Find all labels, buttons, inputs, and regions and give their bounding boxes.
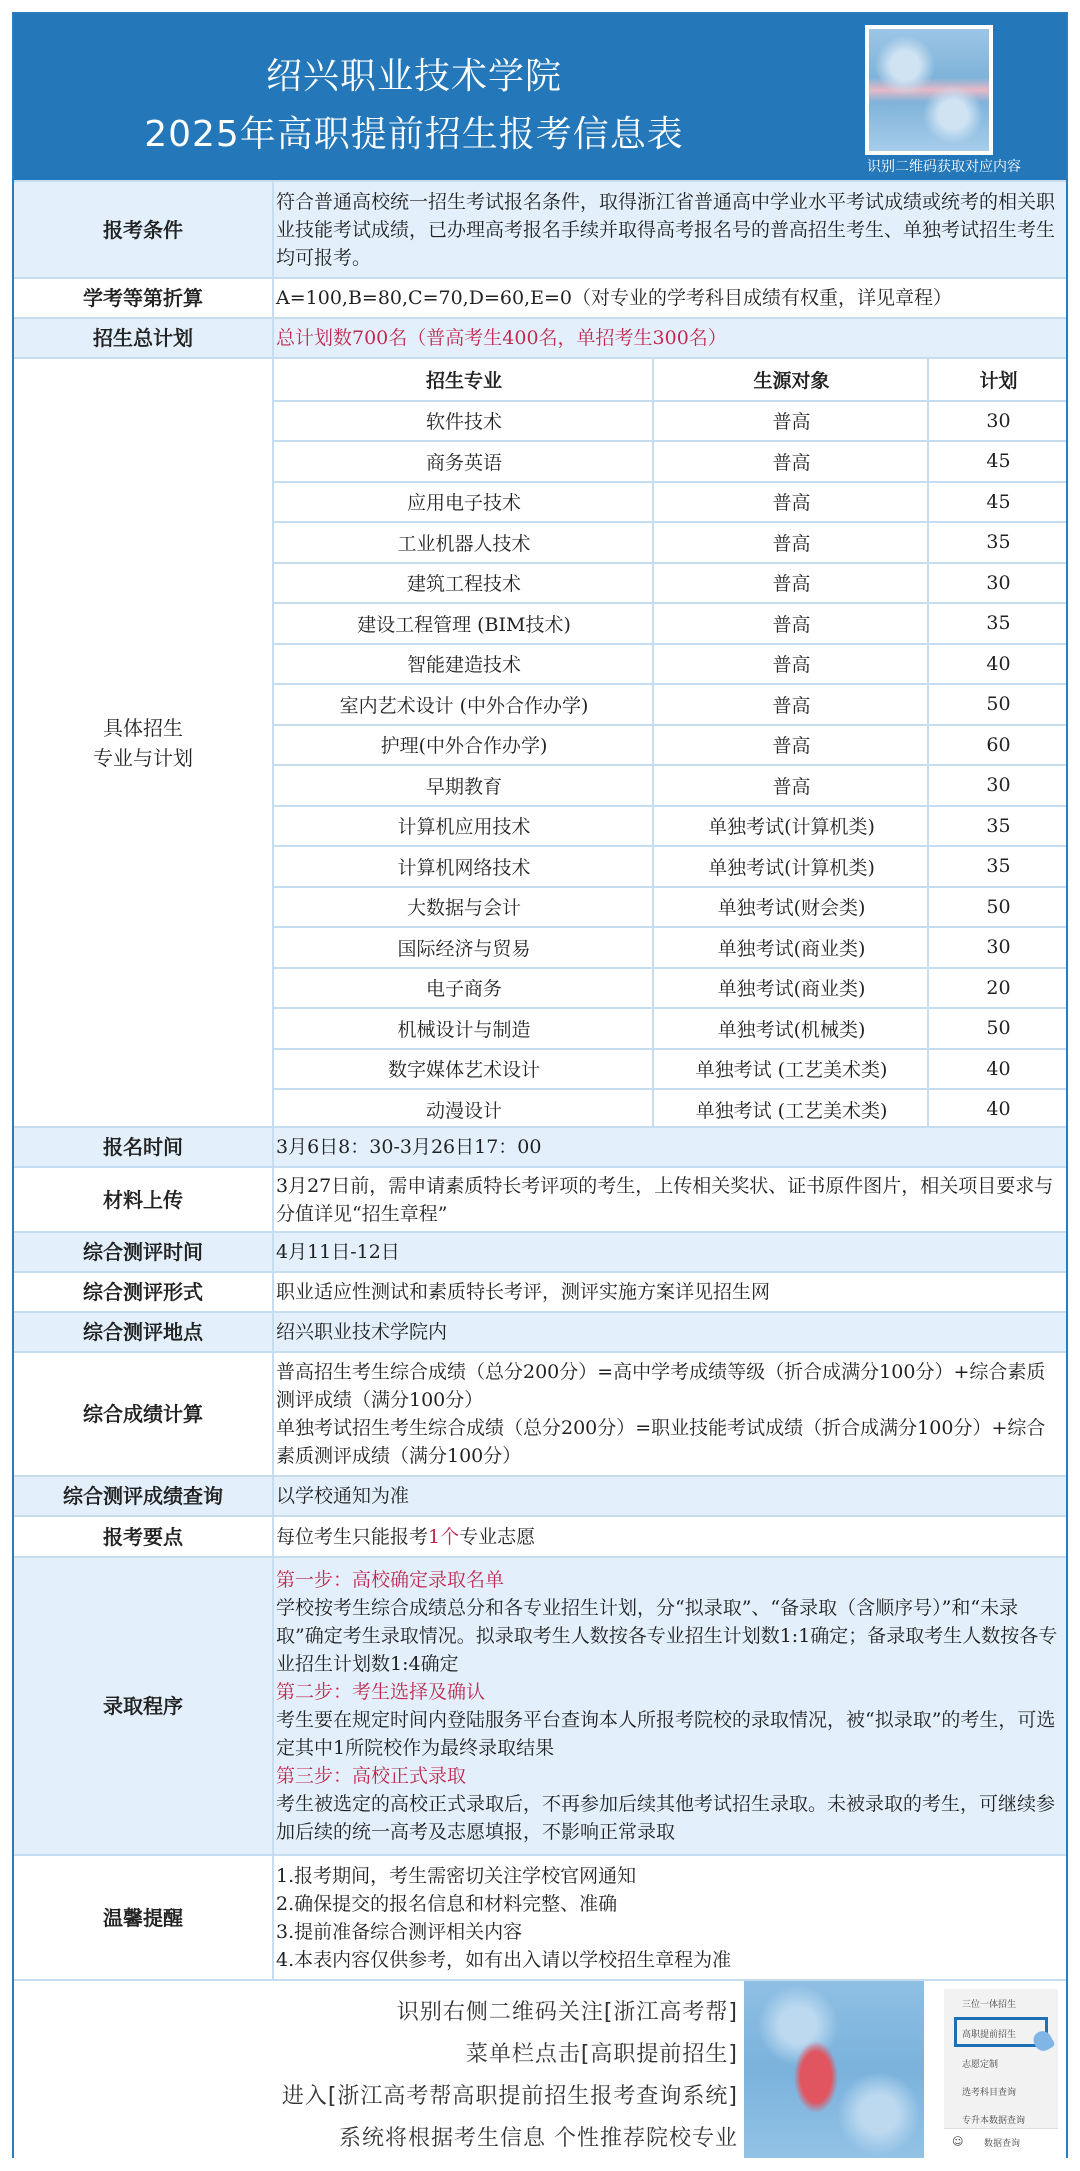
source-cell: 普高 <box>652 766 929 805</box>
source-cell: 单独考试(计算机类) <box>652 807 929 846</box>
row-value <box>276 1313 1060 1351</box>
count-cell: 35 <box>927 523 1068 562</box>
table-row <box>272 886 1066 927</box>
row-plan <box>14 357 1066 1126</box>
table-row <box>272 764 1066 805</box>
source-cell: 普高 <box>652 645 929 684</box>
key-points-highlight: 1个 <box>428 1526 460 1548</box>
key-points-text: 每位考生只能报考 <box>276 1526 429 1548</box>
table-row <box>272 521 1066 562</box>
table-row <box>272 400 1066 441</box>
row-value <box>276 279 1060 317</box>
registration-time-text: 3月6日8：30-3月26日17：00 <box>276 1136 542 1158</box>
eligibility-text: 符合普通高校统一招生考试报名条件，取得浙江省普通高中学业水平考试成绩或统考的相关职业技能考试成绩，已办理高考报名手续并取得高考报名号的普高招生考生、单独考试招生考生均可报考。 <box>276 190 1056 269</box>
major-cell: 建筑工程技术 <box>272 564 654 603</box>
school-name: 绍兴职业技术学院 <box>265 56 562 97</box>
source-cell: 普高 <box>652 442 929 481</box>
row-value <box>276 1353 1060 1475</box>
source-cell: 单独考试 (工艺美术类) <box>652 1050 929 1089</box>
header-banner <box>14 14 1066 180</box>
col-source: 生源对象 <box>652 359 929 400</box>
row-label: 综合测评成绩查询 <box>14 1477 274 1515</box>
menu-bar-label: 数据查询 <box>984 2139 1021 2149</box>
major-cell: 计算机网络技术 <box>272 847 654 886</box>
row-reminders <box>14 1854 1066 1979</box>
count-cell: 35 <box>927 847 1068 886</box>
reminder-item: 4.本表内容仅供参考，如有出入请以学校招生章程为准 <box>276 1948 732 1971</box>
assessment-location-text: 绍兴职业技术学院内 <box>276 1321 448 1343</box>
major-cell: 工业机器人技术 <box>272 523 654 562</box>
score-calc-single-exam: 单独考试招生考生综合成绩（总分200分）=职业技能考试成绩（折合成满分100分）+综合素质测评成绩（满分100分） <box>276 1417 1046 1467</box>
table-row <box>272 967 1066 1008</box>
row-score-query <box>14 1475 1066 1515</box>
source-cell: 单独考试(商业类) <box>652 969 929 1008</box>
major-cell: 护理(中外合作办学) <box>272 726 654 765</box>
table-row <box>272 845 1066 886</box>
row-label: 报考要点 <box>14 1517 274 1556</box>
col-major: 招生专业 <box>272 359 654 400</box>
major-cell: 商务英语 <box>272 442 654 481</box>
source-cell: 普高 <box>652 726 929 765</box>
source-cell: 单独考试(财会类) <box>652 888 929 927</box>
row-label: 报考条件 <box>14 182 274 277</box>
row-label: 温馨提醒 <box>14 1856 274 1979</box>
source-cell: 普高 <box>652 523 929 562</box>
menu-item: 志愿定制 <box>962 2060 999 2070</box>
table-row <box>272 643 1066 684</box>
score-query-text: 以学校通知为准 <box>276 1485 410 1507</box>
qr-code-follow[interactable] <box>744 1981 924 2158</box>
row-value <box>276 1233 1060 1271</box>
plan-label-line1: 具体招生 <box>103 715 183 740</box>
plan-table-header <box>272 359 1066 400</box>
row-label <box>14 359 274 1126</box>
score-calc-regular: 普高招生考生综合成绩（总分200分）=高中学考成绩等级（折合成满分100分）+综合素质测评成绩（满分100分） <box>276 1361 1046 1411</box>
reminder-item: 2.确保提交的报名信息和材料完整、准确 <box>276 1892 618 1915</box>
promo-line: 菜单栏点击[高职提前招生] <box>465 2042 738 2067</box>
row-material-upload <box>14 1166 1066 1231</box>
table-row <box>272 602 1066 643</box>
plan-label-line2: 专业与计划 <box>93 745 193 770</box>
major-cell: 早期教育 <box>272 766 654 805</box>
source-cell: 普高 <box>652 402 929 441</box>
row-registration-time <box>14 1126 1066 1166</box>
row-value <box>276 319 1060 357</box>
count-cell: 50 <box>927 888 1068 927</box>
qr-caption: 识别二维码获取对应内容 <box>867 159 1021 175</box>
row-value <box>276 1273 1060 1311</box>
reminder-item: 3.提前准备综合测评相关内容 <box>276 1920 523 1943</box>
table-row <box>272 926 1066 967</box>
row-assessment-location <box>14 1311 1066 1351</box>
table-row <box>272 1007 1066 1048</box>
source-cell: 单独考试(商业类) <box>652 928 929 967</box>
row-value <box>276 1168 1060 1231</box>
count-cell: 40 <box>927 1090 1068 1129</box>
row-label: 综合测评形式 <box>14 1273 274 1311</box>
menu-bar <box>944 2128 1058 2155</box>
major-cell: 机械设计与制造 <box>272 1009 654 1048</box>
step1-text: 学校按考生综合成绩总分和各专业招生计划，分“拟录取”、“备录取（含顺序号）”和“未录取”确定考生录取情况。拟录取考生人数按各专业招生计划数1:1确定；备录取考生人数按各专业招生计划数1:4确定 <box>276 1597 1058 1675</box>
col-count: 计划 <box>927 359 1068 400</box>
table-row <box>272 481 1066 522</box>
info-sheet <box>12 12 1068 2158</box>
row-admission <box>14 1556 1066 1854</box>
source-cell: 单独考试(机械类) <box>652 1009 929 1048</box>
count-cell: 50 <box>927 1009 1068 1048</box>
step2-title: 第二步：考生选择及确认 <box>276 1681 486 1703</box>
row-value <box>276 1558 1060 1854</box>
row-label: 综合测评时间 <box>14 1233 274 1271</box>
row-value <box>276 1517 1060 1556</box>
qr-code[interactable] <box>865 25 993 155</box>
row-total-plan <box>14 317 1066 357</box>
promo-line: 进入[浙江高考帮高职提前招生报考查询系统] <box>281 2084 738 2109</box>
row-label: 报名时间 <box>14 1128 274 1166</box>
major-cell: 国际经济与贸易 <box>272 928 654 967</box>
key-points-text-end: 专业志愿 <box>459 1526 536 1548</box>
source-cell: 普高 <box>652 564 929 603</box>
menu-item: 选考科目查询 <box>962 2088 1017 2098</box>
row-label: 综合成绩计算 <box>14 1353 274 1475</box>
row-value <box>276 1128 1060 1166</box>
major-cell: 应用电子技术 <box>272 483 654 522</box>
count-cell: 40 <box>927 1050 1068 1089</box>
sheet-title: 2025年高职提前招生报考信息表 <box>144 114 684 155</box>
assessment-time-text: 4月11日-12日 <box>276 1241 400 1263</box>
source-cell: 单独考试(计算机类) <box>652 847 929 886</box>
menu-item: 三位一体招生 <box>962 2000 1017 2010</box>
row-assessment-form <box>14 1271 1066 1311</box>
table-row <box>272 683 1066 724</box>
count-cell: 35 <box>927 604 1068 643</box>
count-cell: 30 <box>927 402 1068 441</box>
row-label: 学考等第折算 <box>14 279 274 317</box>
major-cell: 电子商务 <box>272 969 654 1008</box>
source-cell: 单独考试 (工艺美术类) <box>652 1090 929 1129</box>
robot-icon: ☺ <box>952 2135 964 2148</box>
table-row <box>272 440 1066 481</box>
major-cell: 建设工程管理 (BIM技术) <box>272 604 654 643</box>
row-score-calc <box>14 1351 1066 1475</box>
table-row <box>272 805 1066 846</box>
row-eligibility <box>14 180 1066 277</box>
row-label: 综合测评地点 <box>14 1313 274 1351</box>
assessment-form-text: 职业适应性测试和素质特长考评，测评实施方案详见招生网 <box>276 1281 771 1303</box>
row-label: 录取程序 <box>14 1558 274 1854</box>
count-cell: 30 <box>927 928 1068 967</box>
major-cell: 室内艺术设计 (中外合作办学) <box>272 685 654 724</box>
row-label: 招生总计划 <box>14 319 274 357</box>
major-cell: 智能建造技术 <box>272 645 654 684</box>
qr-code-image <box>869 29 989 151</box>
count-cell: 40 <box>927 645 1068 684</box>
major-cell: 大数据与会计 <box>272 888 654 927</box>
row-grade-conversion <box>14 277 1066 317</box>
material-upload-text: 3月27日前，需申请素质特长考评项的考生，上传相关奖状、证书原件图片，相关项目要求与分值详见“招生章程” <box>276 1174 1054 1225</box>
promo-line: 识别右侧二维码关注[浙江高考帮] <box>396 2000 738 2025</box>
count-cell: 60 <box>927 726 1068 765</box>
row-value <box>276 1477 1060 1515</box>
table-row <box>272 1048 1066 1089</box>
count-cell: 30 <box>927 766 1068 805</box>
menu-item-highlighted: 高职提前招生 <box>962 2030 1017 2040</box>
grade-conversion-text: A=100,B=80,C=70,D=60,E=0（对专业的学考科目成绩有权重，详见章程） <box>276 287 952 309</box>
source-cell: 普高 <box>652 685 929 724</box>
row-assessment-time <box>14 1231 1066 1271</box>
count-cell: 45 <box>927 442 1068 481</box>
footer-promo <box>14 1979 1066 2158</box>
step3-title: 第三步：高校正式录取 <box>276 1765 467 1787</box>
step3-text: 考生被选定的高校正式录取后，不再参加后续其他考试招生录取。未被录取的考生，可继续参加后续的统一高考及志愿填报，不影响正常录取 <box>276 1793 1056 1843</box>
step2-text: 考生要在规定时间内登陆服务平台查询本人所报考院校的录取情况，被“拟录取”的考生，可选定其中1所院校作为最终录取结果 <box>276 1709 1056 1759</box>
table-row <box>272 562 1066 603</box>
count-cell: 35 <box>927 807 1068 846</box>
promo-line: 系统将根据考生信息 个性推荐院校专业 <box>339 2126 738 2151</box>
count-cell: 30 <box>927 564 1068 603</box>
table-row <box>272 1088 1066 1129</box>
source-cell: 普高 <box>652 483 929 522</box>
reminder-item: 1.报考期间，考生需密切关注学校官网通知 <box>276 1864 637 1887</box>
major-cell: 动漫设计 <box>272 1090 654 1129</box>
source-cell: 普高 <box>652 604 929 643</box>
row-value <box>276 1856 1060 1979</box>
count-cell: 20 <box>927 969 1068 1008</box>
major-cell: 数字媒体艺术设计 <box>272 1050 654 1089</box>
total-plan-text: 总计划数700名（普高考生400名，单招考生300名） <box>276 327 727 349</box>
table-row <box>272 724 1066 765</box>
count-cell: 45 <box>927 483 1068 522</box>
row-label: 材料上传 <box>14 1168 274 1231</box>
row-key-points <box>14 1515 1066 1556</box>
menu-screenshot <box>944 1989 1058 2155</box>
count-cell: 50 <box>927 685 1068 724</box>
major-cell: 计算机应用技术 <box>272 807 654 846</box>
menu-item: 专升本数据查询 <box>962 2116 1026 2126</box>
row-value <box>276 182 1060 277</box>
step1-title: 第一步：高校确定录取名单 <box>276 1569 505 1591</box>
major-cell: 软件技术 <box>272 402 654 441</box>
